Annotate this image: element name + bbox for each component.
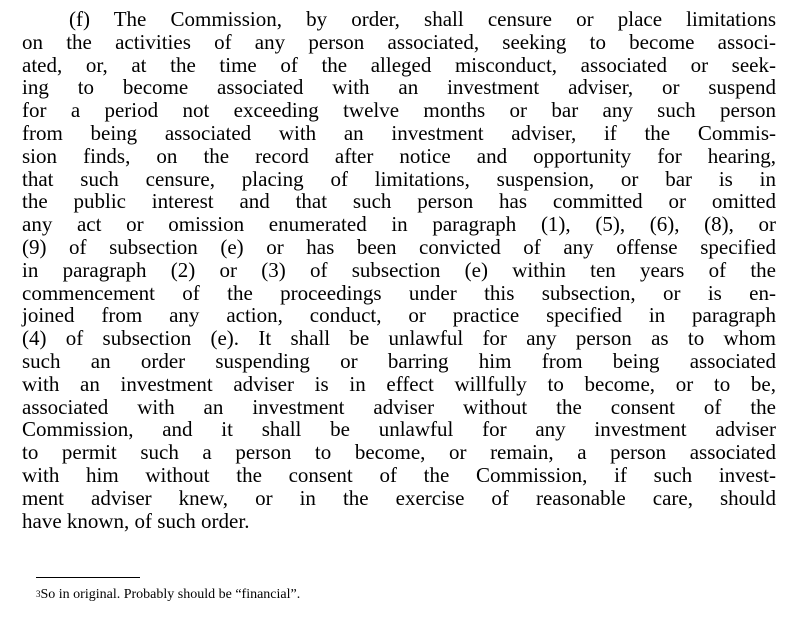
footnote-divider [36,577,140,578]
paragraph-line: any act or omission enumerated in paragraph (1), (5), (6), (8), or [22,212,776,237]
paragraph-line: associated with an investment adviser without the consent of the [22,394,776,419]
paragraph-line: joined from any action, conduct, or practice specified in paragraph [22,303,776,328]
paragraph-line: (f) The Commission, by order, shall censure or place limitations [69,7,776,31]
footnote-marker: 3 [36,589,41,599]
paragraph-line: on the activities of any person associated, seeking to become associ- [22,29,776,54]
paragraph-line: (9) of subsection (e) or has been convicted of any offense specified [22,234,776,259]
paragraph-line: have known, of such order. [22,508,250,533]
paragraph-line: in paragraph (2) or (3) of subsection (e) within ten years of the [22,257,776,282]
paragraph-line: with an investment adviser is in effect willfully to become, or to be, [22,371,776,396]
statute-paragraph [22,8,776,532]
paragraph-line: sion finds, on the record after notice and opportunity for hearing, [22,143,776,168]
paragraph-line: (4) of subsection (e). It shall be unlawful for any person as to whom [22,326,776,351]
paragraph-line: such an order suspending or barring him from being associated [22,348,776,373]
footnote [36,587,300,603]
paragraph-line: ing to become associated with an investment adviser, or suspend [22,75,776,100]
paragraph-line: with him without the consent of the Commission, if such invest- [22,462,776,487]
paragraph-line: commencement of the proceedings under this subsection, or is en- [22,280,776,305]
paragraph-line: for a period not exceeding twelve months or bar any such person [22,98,776,123]
paragraph-line: Commission, and it shall be unlawful for any investment adviser [22,417,776,442]
paragraph-line: from being associated with an investment adviser, if the Commis- [22,120,776,145]
paragraph-line: ated, or, at the time of the alleged misconduct, associated or seek- [22,52,776,77]
paragraph-line: ment adviser knew, or in the exercise of reasonable care, should [22,485,776,510]
paragraph-line: the public interest and that such person has committed or omitted [22,189,776,214]
paragraph-line: that such censure, placing of limitations, suspension, or bar is in [22,166,776,191]
footnote-text: So in original. Probably should be “financial”. [40,587,301,602]
paragraph-line: to permit such a person to become, or remain, a person associated [22,440,776,465]
